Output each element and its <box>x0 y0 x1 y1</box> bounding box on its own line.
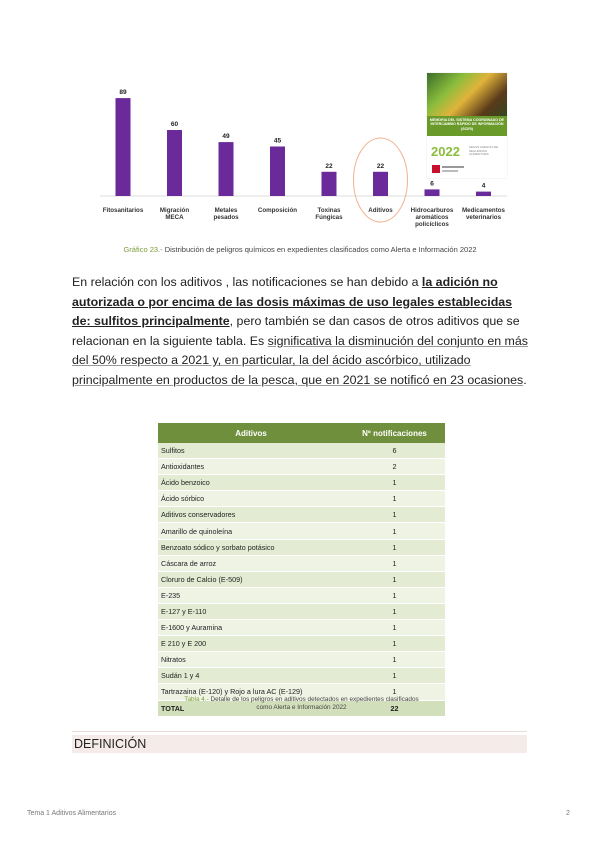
additive-name: Sulfitos <box>158 443 344 459</box>
additive-name: Cloruro de Calcio (E-509) <box>158 571 344 587</box>
bar-value-label: 45 <box>273 137 282 145</box>
additive-name: E 210 y E 200 <box>158 636 344 652</box>
bar-value-label: 89 <box>119 89 127 97</box>
category-label: Fitosanitarios <box>102 207 144 214</box>
table-row <box>158 571 445 587</box>
category-label: Aditivos <box>368 207 393 214</box>
table-row <box>158 603 445 619</box>
table-row <box>158 620 445 636</box>
body-paragraph <box>72 273 532 391</box>
bar-value-label: 60 <box>170 121 179 128</box>
notification-count: 1 <box>344 475 445 491</box>
table-row <box>158 507 445 523</box>
bar-value-label: 4 <box>481 182 486 190</box>
additive-name: Cáscara de arroz <box>158 555 344 571</box>
category-label: Fúngicas <box>315 214 343 221</box>
table-header-row <box>158 423 445 443</box>
bar-value-label: 49 <box>222 133 230 141</box>
para-underlined: significativa la disminución del conjunto en más del 50% respecto a 2021 y, en particular, la del ácido ascórbico, utilizado principalmente en productos de la pesca, que en 2021 se notificó en 23 ocasiones <box>72 333 528 387</box>
notification-count: 1 <box>344 620 445 636</box>
table-row <box>158 475 445 491</box>
bar-value-label: 6 <box>430 180 434 188</box>
cover-photo <box>427 73 507 121</box>
category-label: Migración <box>159 207 190 214</box>
additive-name: E-127 y E-110 <box>158 603 344 619</box>
cover-logo-text <box>442 166 464 168</box>
table-caption-label: Tabla 4.- <box>184 696 209 703</box>
additive-name: Ácido benzoico <box>158 475 344 491</box>
category-label: Medicamentos <box>462 207 505 214</box>
notification-count: 1 <box>344 668 445 684</box>
table-row <box>158 523 445 539</box>
total-label: TOTAL <box>158 700 344 716</box>
cover-logo <box>432 165 440 173</box>
category-label: Hidrocarburos <box>410 207 454 214</box>
bar-value-label: 22 <box>376 162 385 170</box>
notification-count: 6 <box>344 443 445 459</box>
table-caption-line1: Detalle de los peligros en aditivos detectados en expedientes clasificados <box>208 696 419 703</box>
report-cover-image <box>427 73 507 178</box>
bar-0 <box>116 98 131 196</box>
additive-name: Amarillo de quinoleína <box>158 523 344 539</box>
additives-table <box>158 423 445 717</box>
table-row <box>158 491 445 507</box>
additive-name: Aditivos conservadores <box>158 507 344 523</box>
table-row <box>158 587 445 603</box>
notification-count: 1 <box>344 636 445 652</box>
table-row <box>158 636 445 652</box>
cover-logo-text-2 <box>442 170 458 172</box>
additive-name: E-235 <box>158 587 344 603</box>
notification-count: 2 <box>344 459 445 475</box>
table-header-additives: Aditivos <box>158 423 344 443</box>
notification-count: 1 <box>344 523 445 539</box>
notification-count: 1 <box>344 571 445 587</box>
bar-3 <box>270 147 285 197</box>
chart-caption-text: Distribución de peligros químicos en expedientes clasificados como Alerta e Información 2022 <box>162 245 477 254</box>
para-part-5: . <box>523 372 527 387</box>
notification-count: 1 <box>344 603 445 619</box>
para-part-1: En relación con los aditivos , las notificaciones se han debido a <box>72 275 422 289</box>
notification-count: 1 <box>344 491 445 507</box>
total-value: 22 <box>344 700 445 716</box>
additive-name: Ácido sórbico <box>158 491 344 507</box>
category-label: aromáticos <box>415 214 449 221</box>
chart-caption-label: Gráfico 23.- <box>123 245 163 254</box>
additive-name: Tartrazaina (E-120) y Rojo a lura AC (E-129) <box>158 684 344 700</box>
bar-1 <box>167 130 182 196</box>
table-body <box>158 443 445 716</box>
category-label: pesados <box>213 214 239 221</box>
table-row <box>158 459 445 475</box>
additive-name: Antioxidantes <box>158 459 344 475</box>
category-label: veterinarios <box>465 214 502 221</box>
notification-count: 1 <box>344 555 445 571</box>
para-part-3: , pero también se dan casos de otros aditivos que se relacionan en la siguiente tabla. Es <box>72 314 520 348</box>
table-caption-line2: como Alerta e Información 2022 <box>256 704 347 711</box>
chart-caption <box>60 245 540 254</box>
table-row <box>158 555 445 571</box>
table-row <box>158 668 445 684</box>
cover-year: 2022 <box>431 144 460 159</box>
notification-count: 1 <box>344 652 445 668</box>
category-label: MECA <box>165 214 184 221</box>
table-caption <box>158 696 445 712</box>
table-header-count: Nº notificaciones <box>344 423 445 443</box>
bar-2 <box>219 142 234 196</box>
section-divider <box>72 731 527 732</box>
additive-name: Sudán 1 y 4 <box>158 668 344 684</box>
bar-6 <box>425 189 440 196</box>
table-row <box>158 539 445 555</box>
additive-name: Benzoato sódico y sorbato potásico <box>158 539 344 555</box>
category-label: Toxinas <box>317 207 341 214</box>
para-emphasis: la adición no autorizada o por encima de las dosis máximas de uso legales establecidas de: sulfitos principalmente <box>72 275 513 329</box>
cover-title: MEMORIA DEL SISTEMA COORDINADO DE INTERCAMBIO RÁPIDO DE INFORMACIÓN (SCIRI) <box>427 116 507 136</box>
additive-name: E-1600 y Auramina <box>158 620 344 636</box>
cover-subtitle: AESAN AGENCIA DE SEGURIDAD ALIMENTARIA <box>469 145 499 157</box>
footer-title: Tema 1 Aditivos Alimentarios <box>27 810 117 817</box>
notification-count: 1 <box>344 539 445 555</box>
notification-count: 1 <box>344 684 445 700</box>
bar-5 <box>373 172 388 196</box>
additive-name: Nitratos <box>158 652 344 668</box>
notification-count: 1 <box>344 587 445 603</box>
table-row <box>158 443 445 459</box>
bar-value-label: 22 <box>325 162 333 170</box>
page-number: 2 <box>566 810 570 817</box>
category-label: Composición <box>257 207 298 214</box>
section-heading: DEFINICIÓN <box>72 735 527 753</box>
table-row <box>158 652 445 668</box>
bar-4 <box>322 172 337 196</box>
notification-count: 1 <box>344 507 445 523</box>
category-label: policíclicos <box>415 221 449 228</box>
bar-7 <box>476 192 491 196</box>
category-label: Metales <box>214 207 238 214</box>
